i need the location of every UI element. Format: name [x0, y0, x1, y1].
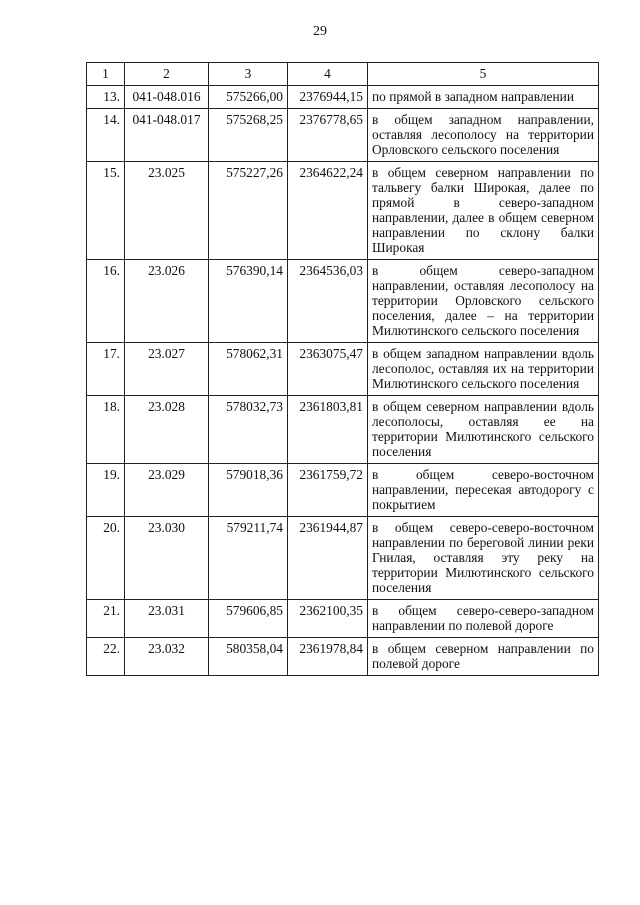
- point-code-cell: 23.030: [125, 517, 209, 600]
- x-coordinate-cell: 579018,36: [209, 464, 288, 517]
- x-coordinate-cell: 576390,14: [209, 260, 288, 343]
- x-coordinate-cell: 575266,00: [209, 86, 288, 109]
- y-coordinate-cell: 2362100,35: [288, 600, 368, 638]
- y-coordinate-cell: 2364622,24: [288, 162, 368, 260]
- table-row: [87, 638, 599, 676]
- point-code-cell: 23.029: [125, 464, 209, 517]
- column-header: 2: [125, 63, 209, 86]
- x-coordinate-cell: 579211,74: [209, 517, 288, 600]
- point-code-cell: 041-048.017: [125, 109, 209, 162]
- row-number-cell: 16.: [87, 260, 125, 343]
- y-coordinate-cell: 2361944,87: [288, 517, 368, 600]
- boundary-description-cell: в общем северо-северо-восточном направлении по береговой линии реки Гнилая, оставляя эту реку на территории Милютинского сельского поселения: [368, 517, 599, 600]
- row-number-cell: 17.: [87, 343, 125, 396]
- boundary-description-cell: в общем северо-северо-западном направлении по полевой дороге: [368, 600, 599, 638]
- x-coordinate-cell: 580358,04: [209, 638, 288, 676]
- table-row: [87, 600, 599, 638]
- y-coordinate-cell: 2376944,15: [288, 86, 368, 109]
- y-coordinate-cell: 2363075,47: [288, 343, 368, 396]
- row-number-cell: 15.: [87, 162, 125, 260]
- column-header: 1: [87, 63, 125, 86]
- boundary-description-cell: в общем северо-западном направлении, оставляя лесополосу на территории Орловского сельского поселения, далее – на территории Милютинского сельского поселения: [368, 260, 599, 343]
- row-number-cell: 22.: [87, 638, 125, 676]
- y-coordinate-cell: 2361803,81: [288, 396, 368, 464]
- row-number-cell: 13.: [87, 86, 125, 109]
- y-coordinate-cell: 2376778,65: [288, 109, 368, 162]
- point-code-cell: 23.028: [125, 396, 209, 464]
- point-code-cell: 23.025: [125, 162, 209, 260]
- point-code-cell: 041-048.016: [125, 86, 209, 109]
- table-row: [87, 343, 599, 396]
- row-number-cell: 20.: [87, 517, 125, 600]
- page-number: 29: [313, 24, 327, 39]
- boundary-description-cell: в общем северном направлении по тальвегу балки Широкая, далее по прямой в северо-западном направлении, далее в общем северном направлении по склону балки Широкая: [368, 162, 599, 260]
- y-coordinate-cell: 2361759,72: [288, 464, 368, 517]
- boundary-description-cell: в общем западном направлении вдоль лесополос, оставляя их на территории Милютинского сельского поселения: [368, 343, 599, 396]
- boundary-coordinates-table: [86, 62, 599, 676]
- table-row: [87, 86, 599, 109]
- boundary-description-cell: в общем западном направлении, оставляя лесополосу на территории Орловского сельского поселения: [368, 109, 599, 162]
- boundary-description-cell: в общем северо-восточном направлении, пересекая автодорогу с покрытием: [368, 464, 599, 517]
- x-coordinate-cell: 578032,73: [209, 396, 288, 464]
- boundary-description-cell: в общем северном направлении вдоль лесополосы, оставляя ее на территории Милютинского сельского поселения: [368, 396, 599, 464]
- column-header: 4: [288, 63, 368, 86]
- column-header: 3: [209, 63, 288, 86]
- x-coordinate-cell: 575268,25: [209, 109, 288, 162]
- table-row: [87, 464, 599, 517]
- x-coordinate-cell: 575227,26: [209, 162, 288, 260]
- row-number-cell: 19.: [87, 464, 125, 517]
- table-row: [87, 260, 599, 343]
- boundary-description-cell: по прямой в западном направлении: [368, 86, 599, 109]
- row-number-cell: 14.: [87, 109, 125, 162]
- point-code-cell: 23.032: [125, 638, 209, 676]
- table-row: [87, 109, 599, 162]
- x-coordinate-cell: 579606,85: [209, 600, 288, 638]
- y-coordinate-cell: 2364536,03: [288, 260, 368, 343]
- row-number-cell: 18.: [87, 396, 125, 464]
- y-coordinate-cell: 2361978,84: [288, 638, 368, 676]
- point-code-cell: 23.026: [125, 260, 209, 343]
- table-header-row: [87, 63, 599, 86]
- table-row: [87, 517, 599, 600]
- column-header: 5: [368, 63, 599, 86]
- table-row: [87, 162, 599, 260]
- x-coordinate-cell: 578062,31: [209, 343, 288, 396]
- point-code-cell: 23.027: [125, 343, 209, 396]
- table-row: [87, 396, 599, 464]
- boundary-description-cell: в общем северном направлении по полевой дороге: [368, 638, 599, 676]
- row-number-cell: 21.: [87, 600, 125, 638]
- point-code-cell: 23.031: [125, 600, 209, 638]
